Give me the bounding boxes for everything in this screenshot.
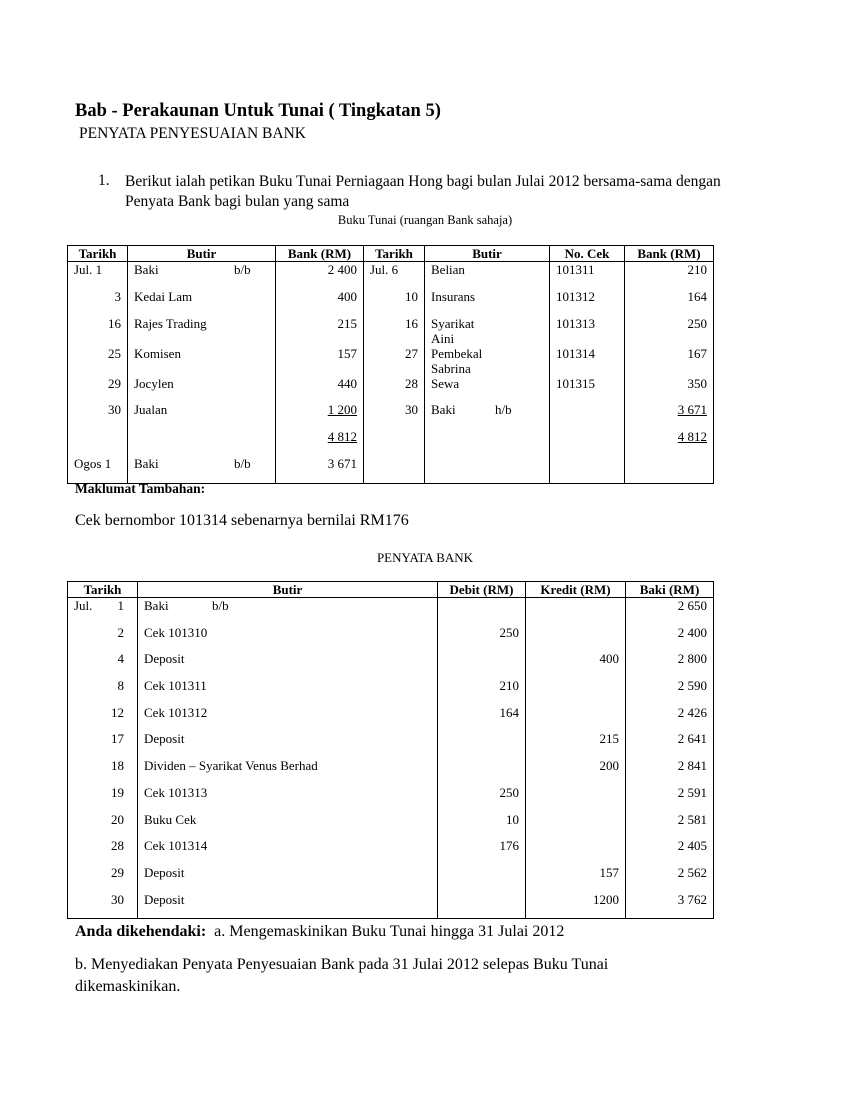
day-text: 18 [111,758,124,774]
column-header: Tarikh [68,246,128,262]
amount-cell [625,289,714,316]
date-cell [68,678,138,705]
credit-cell: 215 [526,731,626,758]
description-cell [128,429,276,456]
day-text: 4 [117,651,124,667]
description-text: Jocylen [134,375,174,391]
balance-marker: b/b [234,455,251,471]
description-cell [128,402,276,429]
description-text: Komisen [134,345,181,361]
balance-cell: 2 800 [626,651,714,678]
date-cell: 30 [364,402,425,429]
date-cell [68,812,138,839]
cheque-number-cell: 101312 [550,289,625,316]
date-cell: Jul. 1 [68,262,128,289]
table-row [68,812,714,839]
amount-cell [276,456,364,483]
cashbook-header-row [68,246,714,262]
amount-cell [625,376,714,403]
debit-cell [438,892,526,919]
bank-statement-caption: PENYATA BANK [376,550,474,565]
description-cell [138,651,438,678]
credit-cell: 157 [526,865,626,892]
description-cell [425,429,550,456]
day-text: 12 [111,704,124,720]
extra-info-heading: Maklumat Tambahan: [75,481,206,496]
column-header: Butir [128,246,276,262]
credit-cell [526,785,626,812]
description-text: Kedai Lam [134,288,193,304]
credit-cell [526,838,626,865]
balance-cell: 2 562 [626,865,714,892]
description-cell [425,402,550,429]
date-cell: 27 [364,346,425,376]
amount-text: 157 [337,345,357,361]
column-header: Kredit (RM) [526,582,626,598]
tasks-label: Anda dikehendaki: [75,923,207,940]
column-header: Baki (RM) [626,582,714,598]
description-cell [128,262,276,289]
amount-cell [625,262,714,289]
table-row [68,785,714,812]
table-row [68,289,714,316]
column-header: Tarikh [68,582,138,598]
balance-cell: 2 591 [626,785,714,812]
cashbook-caption: Buku Tunai (ruangan Bank sahaja) [337,213,513,227]
amount-cell [625,456,714,483]
description-cell [128,456,276,483]
table-row [68,316,714,346]
credit-cell [526,678,626,705]
credit-cell: 400 [526,651,626,678]
description-cell [425,289,550,316]
table-row [68,838,714,865]
amount-cell [625,346,714,376]
credit-cell [526,705,626,732]
date-cell [68,731,138,758]
amount-text: 440 [337,375,357,391]
date-cell: 16 [68,316,128,346]
amount-text: 164 [687,288,707,304]
description-text: Deposit [144,651,185,667]
credit-cell [526,812,626,839]
amount-cell [276,262,364,289]
month-text: Jul. [74,598,93,613]
date-cell [68,758,138,785]
balance-cell: 2 581 [626,812,714,839]
balance-cell: 2 405 [626,838,714,865]
description-text: Jualan [134,402,168,418]
date-cell: Ogos 1 [68,456,128,483]
amount-text: 250 [687,315,707,331]
table-row [68,731,714,758]
date-cell [68,651,138,678]
cheque-number-cell: 101315 [550,376,625,403]
description-cell [425,456,550,483]
date-cell [364,456,425,483]
debit-cell [438,598,526,625]
amount-cell [276,289,364,316]
description-cell [138,678,438,705]
amount-cell [276,316,364,346]
description-text: Baki [134,262,159,277]
description-cell [138,758,438,785]
description-cell [138,785,438,812]
description-cell [128,289,276,316]
day-text: 29 [111,864,124,880]
task-a-text: a. Mengemaskinikan Buku Tunai hingga 31 Julai 2012 [214,923,565,940]
description-cell [138,812,438,839]
description-text: Cek 101314 [144,838,208,854]
debit-cell: 164 [438,705,526,732]
description-text: Pembekal Sabrina [431,345,483,376]
table-row [68,262,714,289]
balance-cell: 2 641 [626,731,714,758]
amount-text: 350 [687,375,707,391]
balance-marker: b/b [234,262,251,277]
debit-cell: 176 [438,838,526,865]
date-cell [68,838,138,865]
column-header: Butir [138,582,438,598]
description-cell [138,598,438,625]
day-text: 8 [117,678,124,694]
table-row [68,678,714,705]
day-text: 1 [117,598,124,613]
date-cell [68,785,138,812]
description-cell [138,865,438,892]
column-header: No. Cek [550,246,625,262]
date-cell: 3 [68,289,128,316]
column-header: Butir [425,246,550,262]
description-cell [128,376,276,403]
description-text: Baki [134,455,159,471]
task-a [75,923,564,941]
day-text: 28 [111,838,124,854]
description-text: Deposit [144,891,185,907]
amount-text: 210 [687,262,707,277]
date-cell [68,625,138,652]
debit-cell: 250 [438,785,526,812]
description-text: Insurans [431,288,476,304]
table-row [68,456,714,483]
table-row [68,865,714,892]
description-text: Belian [431,262,465,277]
description-text: Sewa [431,375,460,391]
description-text: Baki [431,402,456,418]
day-text: 2 [117,624,124,640]
description-text: Cek 101311 [144,678,207,694]
debit-cell: 250 [438,625,526,652]
page-subtitle: PENYATA PENYESUAIAN BANK [79,125,306,142]
table-row [68,346,714,376]
amount-text: 167 [687,345,707,361]
credit-cell [526,625,626,652]
description-text: Buku Cek [144,811,197,827]
description-cell [425,346,550,376]
debit-cell: 10 [438,812,526,839]
description-cell [138,892,438,919]
day-text: 20 [111,811,124,827]
column-header: Bank (RM) [625,246,714,262]
table-row [68,598,714,625]
amount-cell [276,376,364,403]
amount-text: 3 671 [327,455,357,471]
bank-statement-header-row [68,582,714,598]
balance-cell: 2 650 [626,598,714,625]
date-cell [68,705,138,732]
amount-text: 1 200 [327,402,357,418]
amount-text: 4 812 [327,429,357,445]
description-cell [425,316,550,346]
description-cell [128,316,276,346]
question-text: Berikut ialah petikan Buku Tunai Perniagaan Hong bagi bulan Julai 2012 bersama-sama dengan Penyata Bank bagi bulan yang sama [125,173,721,210]
description-cell [138,838,438,865]
credit-cell: 200 [526,758,626,785]
column-header: Bank (RM) [276,246,364,262]
amount-cell [625,429,714,456]
debit-cell [438,758,526,785]
description-text: Syarikat Aini [431,315,475,346]
date-cell [68,892,138,919]
debit-cell [438,731,526,758]
date-cell: 30 [68,402,128,429]
balance-marker: h/b [495,402,512,418]
amount-cell [625,402,714,429]
amount-text: 3 671 [677,402,707,418]
amount-text: 215 [337,315,357,331]
balance-marker: b/b [212,598,229,613]
description-text: Deposit [144,731,185,747]
credit-cell [526,598,626,625]
table-row [68,376,714,403]
description-text: Cek 101312 [144,704,208,720]
cheque-number-cell [550,456,625,483]
column-header: Debit (RM) [438,582,526,598]
date-cell: 29 [68,376,128,403]
cheque-number-cell: 101314 [550,346,625,376]
day-text: 30 [111,891,124,907]
date-cell: 10 [364,289,425,316]
description-cell [138,705,438,732]
description-text: Cek 101310 [144,624,208,640]
balance-cell: 2 400 [626,625,714,652]
date-cell [68,429,128,456]
debit-cell [438,865,526,892]
description-cell [128,346,276,376]
description-cell [425,376,550,403]
date-cell: 16 [364,316,425,346]
date-cell [68,865,138,892]
amount-cell [276,429,364,456]
column-header: Tarikh [364,246,425,262]
cheque-number-cell [550,402,625,429]
credit-cell: 1200 [526,892,626,919]
description-text: Cek 101313 [144,784,208,800]
amount-cell [625,316,714,346]
balance-cell: 2 841 [626,758,714,785]
table-row [68,625,714,652]
table-row [68,429,714,456]
cashbook-table [67,245,714,484]
amount-cell [276,346,364,376]
amount-cell [276,402,364,429]
date-cell [68,598,138,625]
debit-cell: 210 [438,678,526,705]
table-row [68,402,714,429]
task-b: b. Menyediakan Penyata Penyesuaian Bank pada 31 Julai 2012 selepas Buku Tunai dikemaskinikan. [75,956,609,995]
description-text: Deposit [144,864,185,880]
cheque-number-cell: 101313 [550,316,625,346]
description-cell [138,731,438,758]
bank-statement-table [67,581,714,919]
date-cell [364,429,425,456]
balance-cell: 2 590 [626,678,714,705]
balance-cell: 2 426 [626,705,714,732]
day-text: 19 [111,784,124,800]
question-number: 1. [98,172,110,189]
amount-text: 4 812 [677,429,707,445]
table-row [68,758,714,785]
description-cell [425,262,550,289]
day-text: 17 [111,731,124,747]
description-text: Baki [144,598,169,613]
extra-info-text: Cek bernombor 101314 sebenarnya bernilai RM176 [75,512,409,529]
table-row [68,892,714,919]
description-text: Dividen – Syarikat Venus Berhad [144,758,318,774]
description-cell [138,625,438,652]
date-cell: 25 [68,346,128,376]
date-cell: Jul. 6 [364,262,425,289]
page-title: Bab - Perakaunan Untuk Tunai ( Tingkatan 5) [75,101,441,121]
description-text: Rajes Trading [134,315,207,331]
debit-cell [438,651,526,678]
amount-text: 400 [337,288,357,304]
table-row [68,705,714,732]
cheque-number-cell [550,429,625,456]
table-row [68,651,714,678]
balance-cell: 3 762 [626,892,714,919]
date-cell: 28 [364,376,425,403]
cheque-number-cell: 101311 [550,262,625,289]
amount-text: 2 400 [327,262,357,277]
